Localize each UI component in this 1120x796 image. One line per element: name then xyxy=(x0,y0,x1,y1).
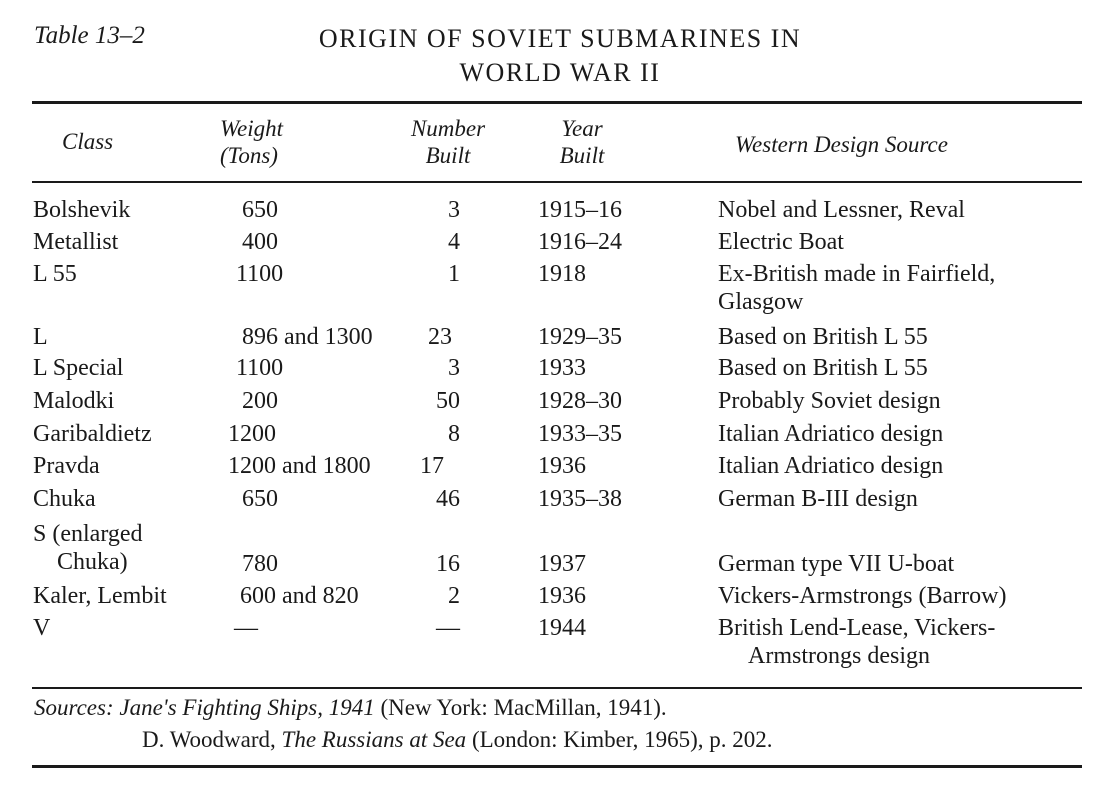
row-2-class xyxy=(33,228,118,256)
row-6-weight: 200 xyxy=(242,388,278,414)
row-10-number: 16 xyxy=(436,551,460,577)
row-10-class xyxy=(33,520,143,576)
row-7-source-line-1: Italian Adriatico design xyxy=(718,421,944,447)
header-class xyxy=(62,128,113,155)
row-6-source xyxy=(718,387,941,415)
row-12-year: 1944 xyxy=(538,615,586,641)
row-7-weight: 1200 xyxy=(228,421,276,447)
row-6-class xyxy=(33,387,114,415)
row-10-year: 1937 xyxy=(538,551,586,577)
row-4-class-line-1: L xyxy=(33,324,48,350)
row-6-year: 1928–30 xyxy=(538,388,622,414)
row-2-source-line-1: Electric Boat xyxy=(718,229,844,255)
row-8-source-line-1: Italian Adriatico design xyxy=(718,453,944,479)
header-rule xyxy=(32,181,1082,183)
row-11-number: 2 xyxy=(448,583,460,609)
row-5-weight: 1100 xyxy=(236,355,284,381)
sources-publisher-2: (London: Kimber, 1965), p. 202. xyxy=(466,727,773,752)
row-3-source-line-1: Ex-British made in Fairfield, xyxy=(718,261,996,287)
row-10-source-line-1: German type VII U-boat xyxy=(718,551,955,577)
row-6-source-line-1: Probably Soviet design xyxy=(718,388,941,414)
header-year-line-2: Built xyxy=(559,143,605,168)
row-12-source xyxy=(718,614,995,670)
row-6-class-line-1: Malodki xyxy=(33,388,115,414)
row-11-year: 1936 xyxy=(538,583,586,609)
row-6-number: 50 xyxy=(436,388,460,414)
row-1-number: 3 xyxy=(448,197,460,223)
row-8-source xyxy=(718,452,943,480)
sources-book-title-1: Jane's Fighting Ships xyxy=(119,695,318,720)
row-2-weight: 400 xyxy=(242,229,278,255)
sources-book-title-2: The Russians at Sea xyxy=(281,727,467,752)
header-year-line-1: Year xyxy=(561,116,603,141)
row-9-year: 1935–38 xyxy=(538,486,622,512)
row-7-class-line-1: Garibaldietz xyxy=(33,421,152,447)
row-12-class-line-1: V xyxy=(33,615,51,641)
header-weight-line-2: (Tons) xyxy=(220,143,278,168)
row-9-number: 46 xyxy=(436,486,460,512)
row-5-source xyxy=(718,354,928,382)
row-9-source-line-1: German B-III design xyxy=(718,486,918,512)
row-8-class-line-1: Pravda xyxy=(33,453,100,479)
row-8-weight: 1200 and 1800 xyxy=(228,453,371,479)
row-7-class xyxy=(33,420,152,448)
row-9-weight: 650 xyxy=(242,486,278,512)
row-9-class-line-1: Chuka xyxy=(33,486,96,512)
row-3-number: 1 xyxy=(448,261,460,287)
header-source xyxy=(735,131,948,158)
bottom-rule xyxy=(32,765,1082,768)
row-3-class xyxy=(33,260,77,288)
sources-publisher-1: (New York: MacMillan, 1941). xyxy=(374,695,667,720)
row-4-year: 1929–35 xyxy=(538,324,622,350)
row-1-class-line-1: Bolshevik xyxy=(33,197,131,223)
row-11-class xyxy=(33,582,167,610)
sources-author-2: D. Woodward, xyxy=(142,727,282,752)
row-1-source xyxy=(718,196,965,224)
row-4-class xyxy=(33,323,48,351)
row-8-year: 1936 xyxy=(538,453,586,479)
row-1-weight: 650 xyxy=(242,197,278,223)
row-12-weight: — xyxy=(234,615,258,641)
row-5-year: 1933 xyxy=(538,355,586,381)
table-title-line-2: WORLD WAR II xyxy=(459,58,661,87)
row-3-weight: 1100 xyxy=(236,261,284,287)
row-5-class-line-1: L Special xyxy=(33,355,124,381)
row-12-source-line-1: British Lend-Lease, Vickers- xyxy=(718,615,996,641)
row-10-source xyxy=(718,550,954,578)
sources-book-year-1: , 1941 xyxy=(317,695,375,720)
row-11-source xyxy=(718,582,1006,610)
row-4-number: 23 xyxy=(428,324,452,350)
row-7-number: 8 xyxy=(448,421,460,447)
row-4-source-line-1: Based on British L 55 xyxy=(718,324,928,350)
row-3-year: 1918 xyxy=(538,261,586,287)
row-2-number: 4 xyxy=(448,229,460,255)
row-4-weight: 896 and 1300 xyxy=(242,324,373,350)
row-11-weight: 600 and 820 xyxy=(240,583,359,609)
header-number-line-2: Built xyxy=(425,143,471,168)
row-10-class-line-1: S (enlarged xyxy=(33,521,143,547)
row-11-source-line-1: Vickers-Armstrongs (Barrow) xyxy=(718,583,1007,609)
table-title xyxy=(230,22,890,90)
row-3-class-line-1: L 55 xyxy=(33,261,77,287)
header-weight-line-1: Weight xyxy=(220,116,284,141)
row-5-class xyxy=(33,354,123,382)
header-source-line-1: Western Design Source xyxy=(735,132,948,157)
sources-line-2 xyxy=(34,724,773,756)
table-title-line-1: ORIGIN OF SOVIET SUBMARINES IN xyxy=(318,24,802,53)
row-9-source xyxy=(718,485,918,513)
sources-label: Sources: xyxy=(34,695,114,720)
header-number-line-1: Number xyxy=(410,116,486,141)
row-7-year: 1933–35 xyxy=(538,421,622,447)
row-5-source-line-1: Based on British L 55 xyxy=(718,355,928,381)
row-10-weight: 780 xyxy=(242,551,278,577)
row-8-class xyxy=(33,452,100,480)
row-2-year: 1916–24 xyxy=(538,229,622,255)
header-number xyxy=(388,115,508,169)
row-10-class-line-2: Chuka) xyxy=(57,549,128,575)
footer-rule xyxy=(32,687,1082,689)
row-2-class-line-1: Metallist xyxy=(33,229,119,255)
row-7-source xyxy=(718,420,943,448)
table-label: Table 13–2 xyxy=(34,22,145,49)
row-12-source-line-2: Armstrongs design xyxy=(748,643,930,669)
sources-note xyxy=(34,692,773,756)
row-5-number: 3 xyxy=(448,355,460,381)
header-year xyxy=(540,115,624,169)
row-9-class xyxy=(33,485,96,513)
row-1-year: 1915–16 xyxy=(538,197,622,223)
row-4-source xyxy=(718,323,928,351)
row-2-source xyxy=(718,228,844,256)
row-3-source-line-2: Glasgow xyxy=(718,289,804,315)
row-12-number: — xyxy=(436,615,460,641)
sources-line-1 xyxy=(34,692,773,724)
row-11-class-line-1: Kaler, Lembit xyxy=(33,583,167,609)
row-1-source-line-1: Nobel and Lessner, Reval xyxy=(718,197,965,223)
row-12-class xyxy=(33,614,50,642)
row-1-class xyxy=(33,196,130,224)
header-class-line-1: Class xyxy=(62,129,114,154)
row-8-number: 17 xyxy=(420,453,444,479)
header-weight xyxy=(220,115,283,169)
top-rule xyxy=(32,101,1082,104)
row-3-source xyxy=(718,260,995,316)
